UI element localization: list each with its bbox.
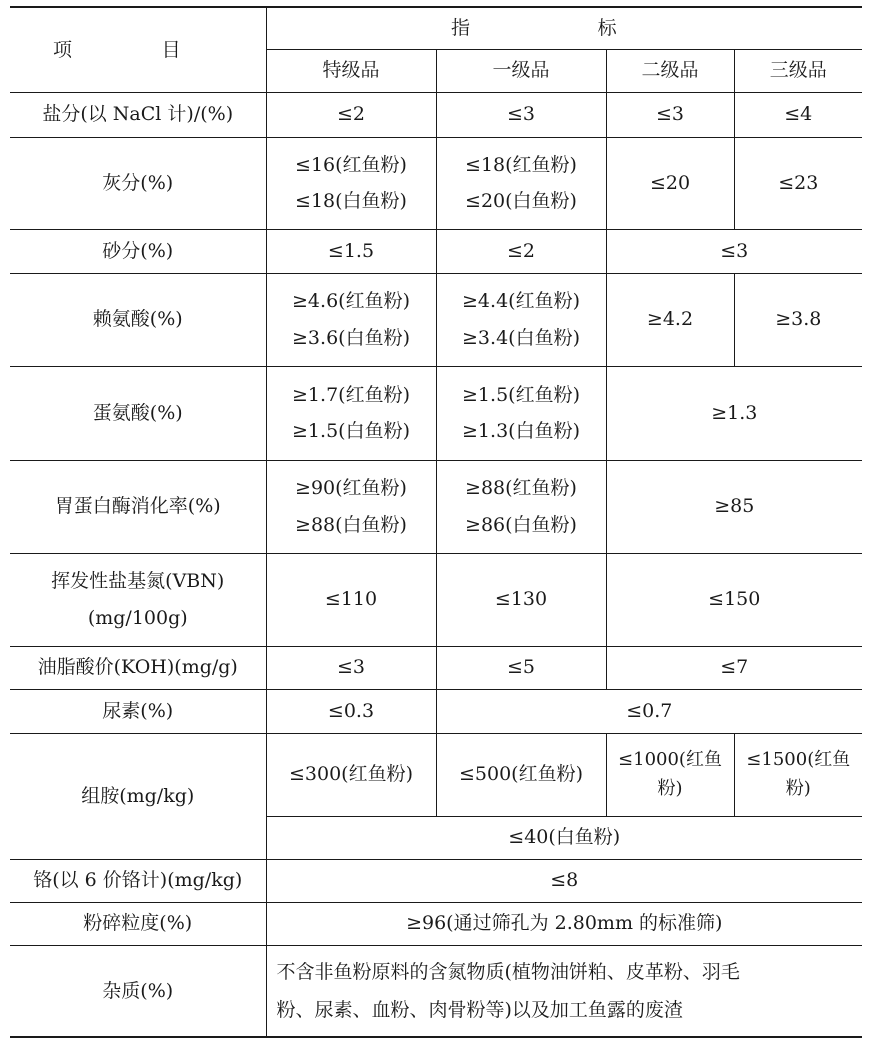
row-sand bbox=[10, 229, 862, 273]
lysine-first: ≥4.4(红鱼粉) ≥3.4(白鱼粉) bbox=[436, 273, 606, 366]
histamine-special: ≤300(红鱼粉) bbox=[266, 733, 436, 816]
row-ash bbox=[10, 137, 862, 229]
lysine-label: 赖氨酸(%) bbox=[10, 273, 266, 366]
fineness-label: 粉碎粒度(%) bbox=[10, 902, 266, 945]
salt-second: ≤3 bbox=[606, 92, 734, 137]
ash-third: ≤23 bbox=[734, 137, 862, 229]
fishmeal-spec-table bbox=[10, 6, 862, 1038]
vbn-second-third: ≤150 bbox=[606, 553, 862, 646]
methionine-label: 蛋氨酸(%) bbox=[10, 366, 266, 460]
methionine-first: ≥1.5(红鱼粉) ≥1.3(白鱼粉) bbox=[436, 366, 606, 460]
histamine-first: ≤500(红鱼粉) bbox=[436, 733, 606, 816]
salt-label: 盐分(以 NaCl 计)/(%) bbox=[10, 92, 266, 137]
row-chromium bbox=[10, 859, 862, 902]
chromium-all: ≤8 bbox=[266, 859, 862, 902]
grade-third: 三级品 bbox=[734, 49, 862, 92]
vbn-label: 挥发性盐基氮(VBN) (mg/100g) bbox=[10, 553, 266, 646]
pepsin-special: ≥90(红鱼粉) ≥88(白鱼粉) bbox=[266, 460, 436, 553]
grade-special: 特级品 bbox=[266, 49, 436, 92]
header-item: 项 目 bbox=[10, 7, 266, 92]
sand-label: 砂分(%) bbox=[10, 229, 266, 273]
row-fineness bbox=[10, 902, 862, 945]
vbn-special: ≤110 bbox=[266, 553, 436, 646]
impurity-text: 不含非鱼粉原料的含氮物质(植物油饼粕、皮革粉、羽毛 粉、尿素、血粉、肉骨粉等)以及加工鱼露的废渣 bbox=[266, 945, 862, 1037]
pepsin-label: 胃蛋白酶消化率(%) bbox=[10, 460, 266, 553]
acid-value-label: 油脂酸价(KOH)(mg/g) bbox=[10, 646, 266, 689]
ash-label: 灰分(%) bbox=[10, 137, 266, 229]
lysine-special: ≥4.6(红鱼粉) ≥3.6(白鱼粉) bbox=[266, 273, 436, 366]
fineness-all: ≥96(通过筛孔为 2.80mm 的标准筛) bbox=[266, 902, 862, 945]
acid-value-second-third: ≤7 bbox=[606, 646, 862, 689]
pepsin-second-third: ≥85 bbox=[606, 460, 862, 553]
grade-second: 二级品 bbox=[606, 49, 734, 92]
acid-value-special: ≤3 bbox=[266, 646, 436, 689]
impurity-label: 杂质(%) bbox=[10, 945, 266, 1037]
chromium-label: 铬(以 6 价铬计)(mg/kg) bbox=[10, 859, 266, 902]
ash-first: ≤18(红鱼粉) ≤20(白鱼粉) bbox=[436, 137, 606, 229]
sand-first: ≤2 bbox=[436, 229, 606, 273]
vbn-first: ≤130 bbox=[436, 553, 606, 646]
row-salt bbox=[10, 92, 862, 137]
histamine-label: 组胺(mg/kg) bbox=[10, 733, 266, 859]
ash-special: ≤16(红鱼粉) ≤18(白鱼粉) bbox=[266, 137, 436, 229]
urea-rest: ≤0.7 bbox=[436, 689, 862, 733]
row-lysine bbox=[10, 273, 862, 366]
sand-special: ≤1.5 bbox=[266, 229, 436, 273]
lysine-third: ≥3.8 bbox=[734, 273, 862, 366]
methionine-special: ≥1.7(红鱼粉) ≥1.5(白鱼粉) bbox=[266, 366, 436, 460]
row-pepsin bbox=[10, 460, 862, 553]
sand-second-third: ≤3 bbox=[606, 229, 862, 273]
urea-label: 尿素(%) bbox=[10, 689, 266, 733]
salt-first: ≤3 bbox=[436, 92, 606, 137]
histamine-third: ≤1500(红鱼 粉) bbox=[734, 733, 862, 816]
methionine-second-third: ≥1.3 bbox=[606, 366, 862, 460]
header-indicator: 指 标 bbox=[266, 7, 862, 49]
lysine-second: ≥4.2 bbox=[606, 273, 734, 366]
row-histamine-red bbox=[10, 733, 862, 816]
grade-first: 一级品 bbox=[436, 49, 606, 92]
histamine-second: ≤1000(红鱼 粉) bbox=[606, 733, 734, 816]
urea-special: ≤0.3 bbox=[266, 689, 436, 733]
ash-second: ≤20 bbox=[606, 137, 734, 229]
row-methionine bbox=[10, 366, 862, 460]
row-vbn bbox=[10, 553, 862, 646]
header-row-1 bbox=[10, 7, 862, 49]
acid-value-first: ≤5 bbox=[436, 646, 606, 689]
salt-third: ≤4 bbox=[734, 92, 862, 137]
histamine-white: ≤40(白鱼粉) bbox=[266, 816, 862, 859]
salt-special: ≤2 bbox=[266, 92, 436, 137]
row-urea bbox=[10, 689, 862, 733]
row-impurity bbox=[10, 945, 862, 1037]
pepsin-first: ≥88(红鱼粉) ≥86(白鱼粉) bbox=[436, 460, 606, 553]
row-acid-value bbox=[10, 646, 862, 689]
